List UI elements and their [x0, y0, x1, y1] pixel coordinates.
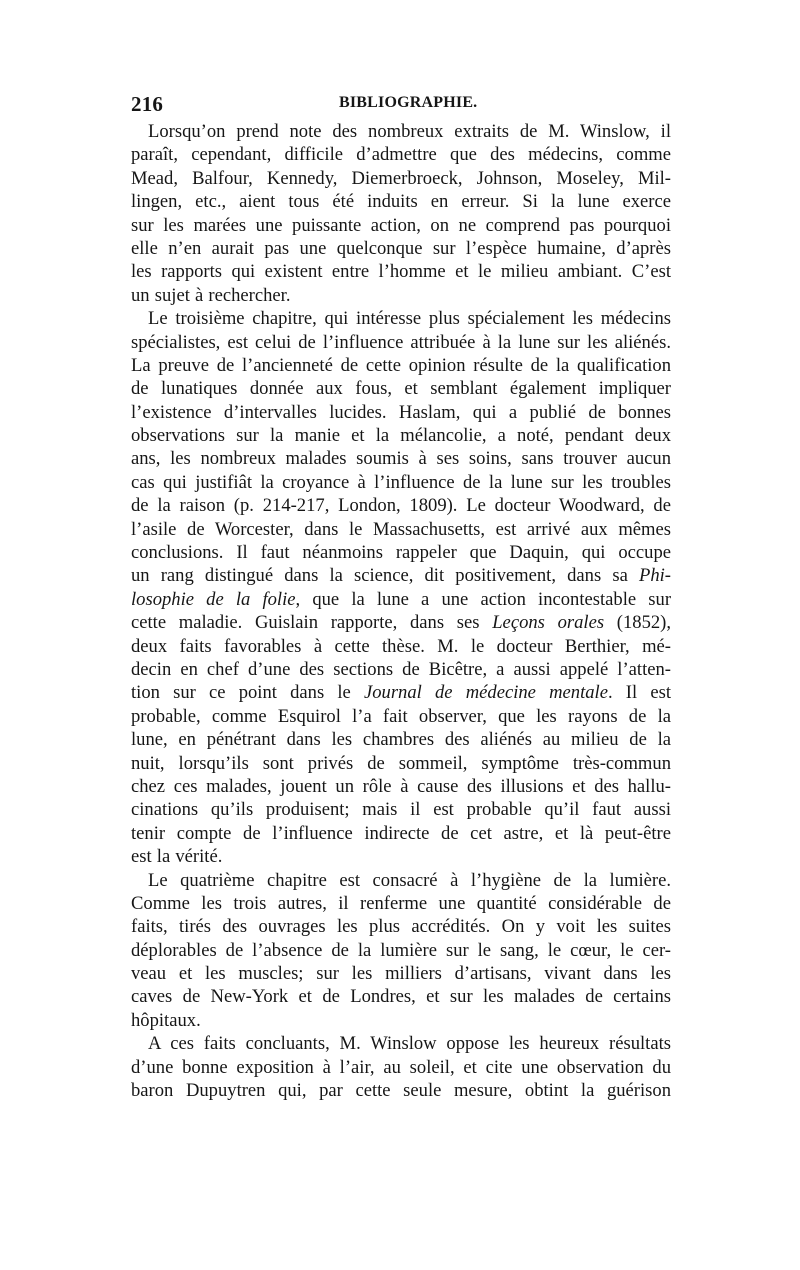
running-head: BIBLIOGRAPHIE. [339, 94, 478, 111]
italic-title: Journal de médecine mentale [363, 682, 608, 704]
text-line: faits, tirés des ouvrages les plus accrédités. On y voit les suites [131, 916, 671, 938]
text-line: Le troisième chapitre, qui intéresse plus spécialement les médecins [148, 308, 671, 330]
text-line: les rapports qui existent entre l’homme et le milieu ambiant. C’est [131, 261, 671, 283]
text-line: observations sur la manie et la mélancolie, a noté, pendant deux [131, 425, 671, 447]
text-line: lune, en pénétrant dans les chambres des aliénés au milieu de la [131, 729, 671, 751]
text-line: cas qui justifiât la croyance à l’influence de la lune sur les troubles [131, 471, 671, 493]
text-line: lingen, etc., aient tous été induits en erreur. Si la lune exerce [131, 191, 671, 213]
text-line: déplorables de l’absence de la lumière sur le sang, le cœur, le cer- [131, 939, 671, 961]
text-line: cinations qu’ils produisent; mais il est probable qu’il faut aussi [131, 799, 671, 821]
text-line: paraît, cependant, difficile d’admettre que des médecins, comme [131, 144, 671, 166]
text-line: losophie de la folie, que la lune a une action incontestable sur [131, 588, 672, 610]
text-line: sur les marées une puissante action, on ne comprend pas pourquoi [131, 214, 671, 236]
italic-title: Phi- [638, 565, 671, 587]
text-line: Lorsqu’on prend note des nombreux extraits de M. Winslow, il [148, 121, 671, 142]
page-header [131, 92, 671, 118]
text-line: est la vérité. [131, 846, 223, 868]
text-line: tenir compte de l’influence indirecte de cet astre, et là peut-être [131, 822, 671, 844]
page-number: 216 [131, 92, 164, 116]
text-line: elle n’en aurait pas une quelconque sur l’espèce humaine, d’après [131, 237, 671, 259]
text-line: conclusions. Il faut néanmoins rappeler que Daquin, qui occupe [131, 542, 671, 564]
text-line: tion sur ce point dans le Journal de médecine mentale. Il est [131, 682, 671, 704]
paragraph-2 [131, 307, 671, 868]
text-line: chez ces malades, jouent un rôle à cause des illusions et des hallu- [131, 775, 671, 797]
text-line: deux faits favorables à cette thèse. M. le docteur Berthier, mé- [131, 635, 671, 657]
text-line: baron Dupuytren qui, par cette seule mesure, obtint la guérison [131, 1080, 671, 1102]
text-line: hôpitaux. [131, 1009, 201, 1031]
text-line: Le quatrième chapitre est consacré à l’hygiène de la lumière. [148, 869, 671, 891]
paragraph-1 [131, 120, 671, 307]
text-line: de lunatiques donnée aux fous, et semblant également impliquer [131, 378, 671, 400]
text-line: caves de New-York et de Londres, et sur les malades de certains [131, 986, 671, 1008]
text-line: Comme les trois autres, il renferme une quantité considérable de [131, 892, 671, 914]
text-line: cette maladie. Guislain rapporte, dans ses Leçons orales (1852), [131, 612, 672, 634]
text-line: d’une bonne exposition à l’air, au soleil, et cite une observation du [131, 1056, 671, 1078]
text-line: un sujet à rechercher. [131, 284, 291, 306]
text-line: decin en chef d’une des sections de Bicêtre, a aussi appelé l’atten- [131, 658, 671, 680]
text-line: de la raison (p. 214-217, London, 1809). Le docteur Woodward, de [131, 495, 671, 517]
text-line: A ces faits concluants, M. Winslow oppose les heureux résultats [148, 1033, 671, 1055]
body-text [131, 120, 671, 1102]
text-line: un rang distingué dans la science, dit positivement, dans sa Phi- [131, 565, 671, 587]
text-line: l’existence d’intervalles lucides. Haslam, qui a publié de bonnes [131, 401, 671, 423]
text-line: veau et les muscles; sur les milliers d’artisans, vivant dans les [131, 963, 671, 985]
text-line: probable, comme Esquirol l’a fait observer, que les rayons de la [131, 705, 671, 727]
paragraph-4 [131, 1032, 671, 1102]
italic-title: losophie de la folie [131, 588, 296, 610]
text-line: ans, les nombreux malades soumis à ses soins, sans trouver aucun [131, 448, 671, 470]
text-line: nuit, lorsqu’ils sont privés de sommeil, symptôme très-commun [131, 752, 671, 774]
text-line: La preuve de l’ancienneté de cette opinion résulte de la qualification [131, 354, 671, 376]
italic-title: Leçons orales [492, 612, 605, 634]
paragraph-3 [131, 869, 671, 1033]
text-line: l’asile de Worcester, dans le Massachusetts, est arrivé aux mêmes [131, 518, 671, 540]
text-line: spécialistes, est celui de l’influence attribuée à la lune sur les aliénés. [131, 331, 671, 353]
text-line: Mead, Balfour, Kennedy, Diemerbroeck, Johnson, Moseley, Mil- [131, 167, 671, 189]
